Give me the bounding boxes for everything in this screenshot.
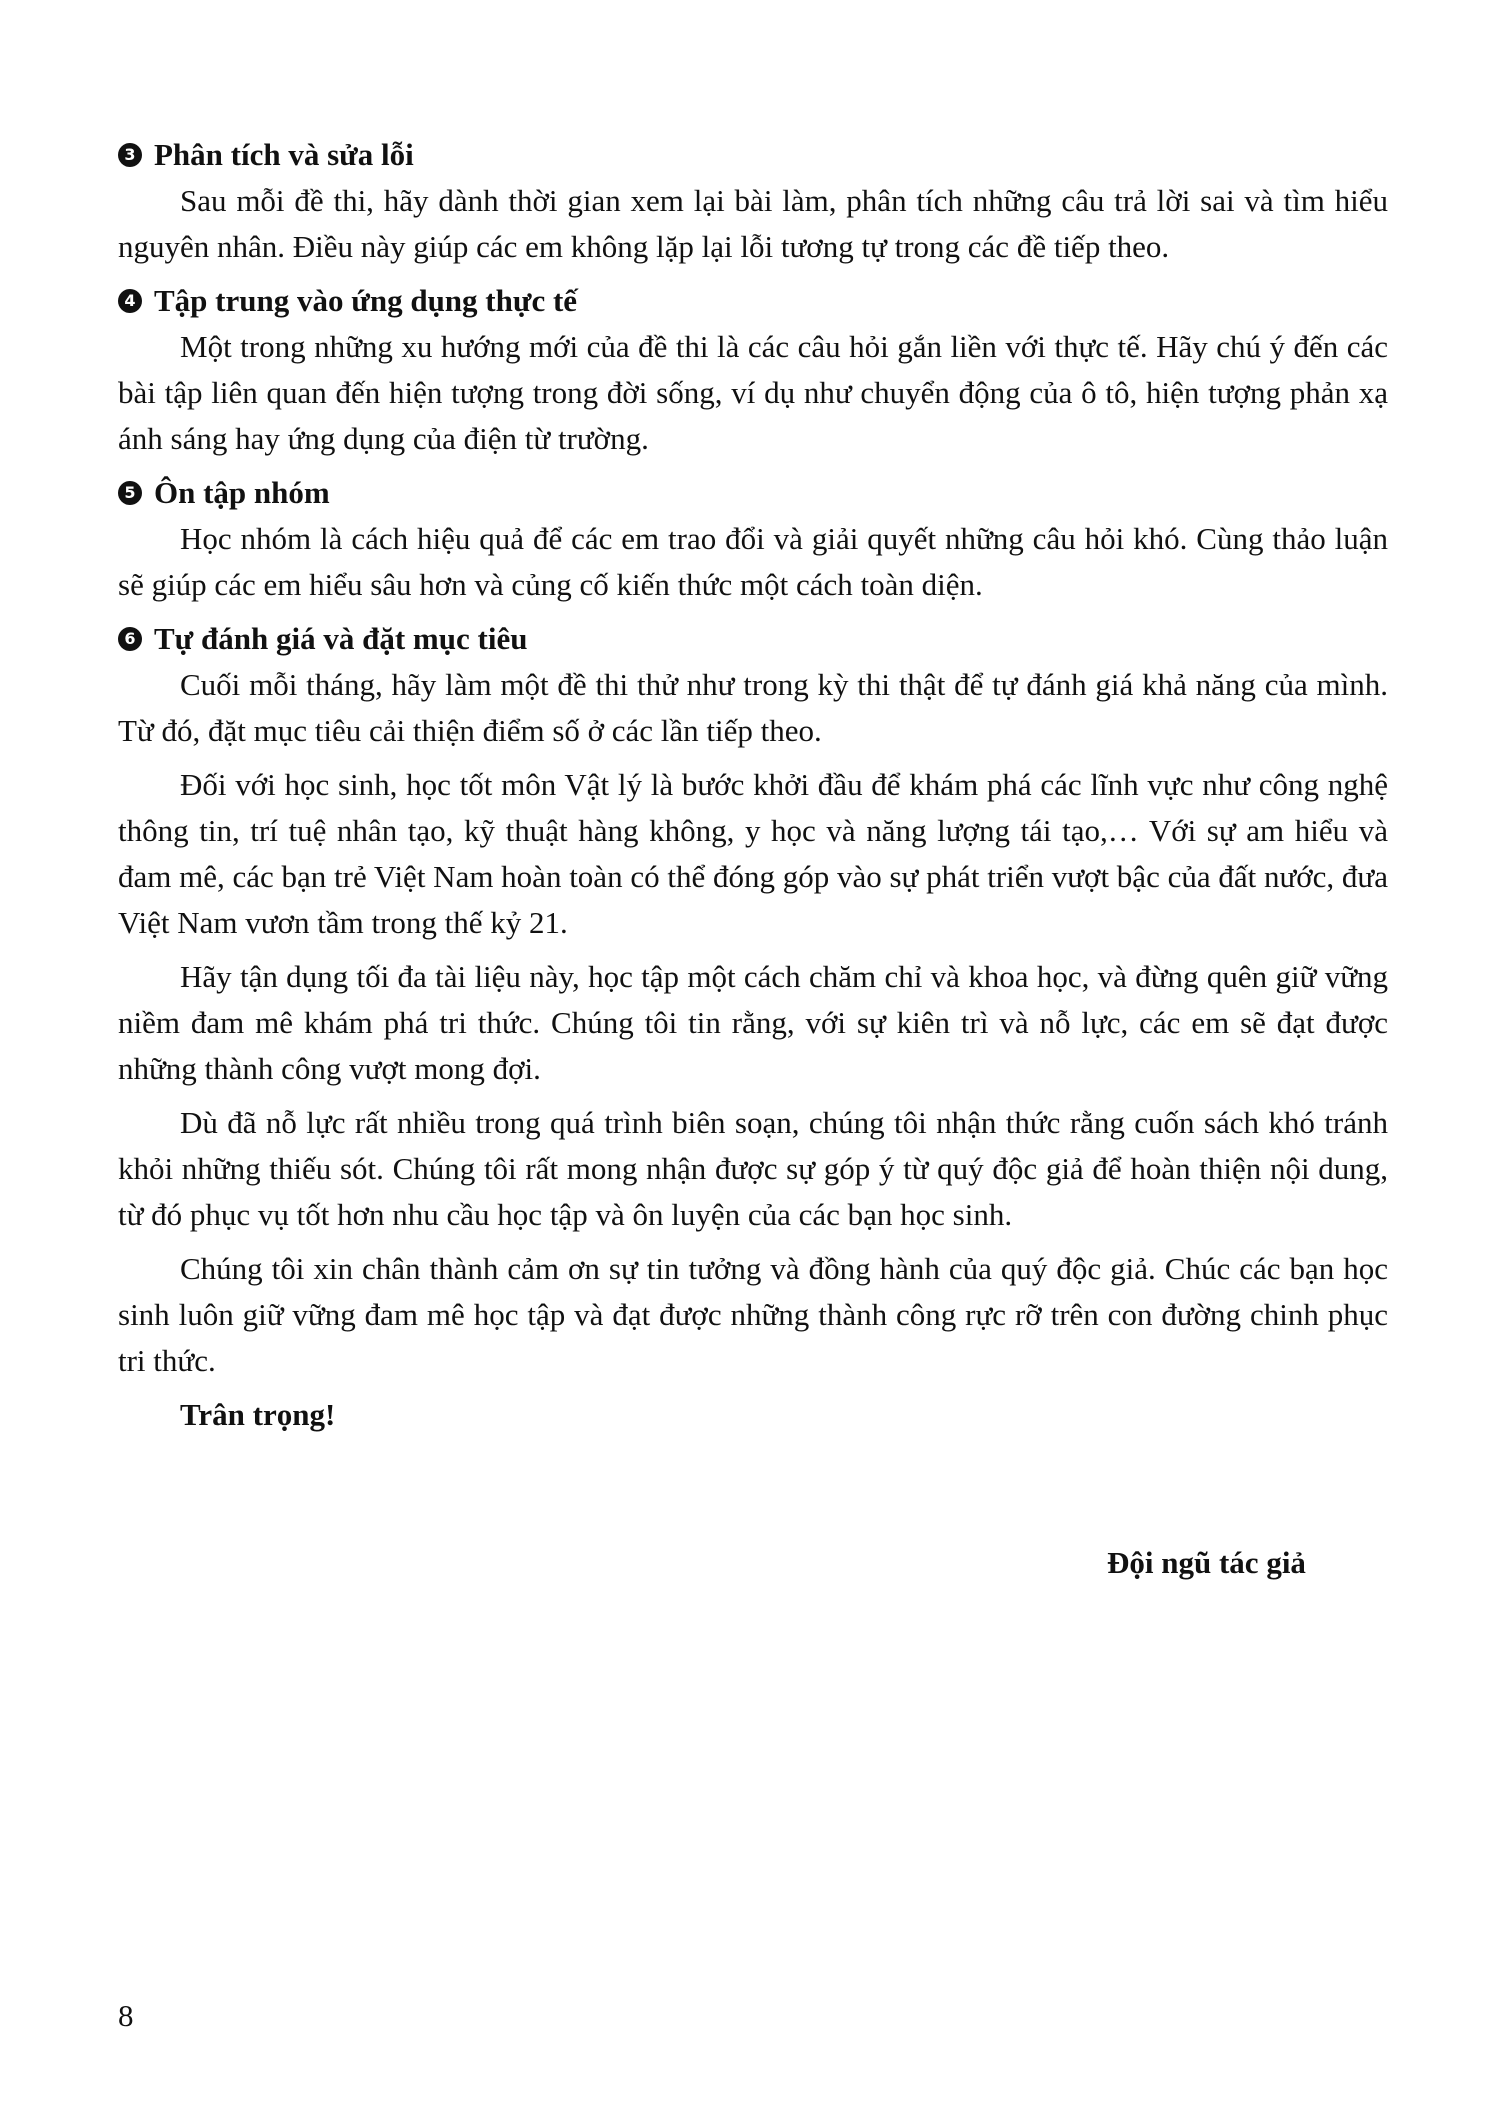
section-title: Ôn tập nhóm <box>154 475 330 510</box>
section-body: Một trong những xu hướng mới của đề thi là các câu hỏi gắn liền với thực tế. Hãy chú ý đến các bài tập liên quan đến hiện tượng trong đời sống, ví dụ như chuyển động của ô tô, hiện tượng phản xạ ánh sáng hay ứng dụng của điện từ trường. <box>118 329 1388 456</box>
section-heading <box>118 470 1388 516</box>
page-number: 8 <box>118 1998 134 2033</box>
section-self-assessment <box>118 616 1388 754</box>
section-group-study <box>118 470 1388 608</box>
paragraph-feedback-request: Dù đã nỗ lực rất nhiều trong quá trình biên soạn, chúng tôi nhận thức rằng cuốn sách khó tránh khỏi những thiếu sót. Chúng tôi rất mong nhận được sự góp ý từ quý độc giả để hoàn thiện nội dung, từ đó phục vụ tốt hơn nhu cầu học tập và ôn luyện của các bạn học sinh. <box>118 1105 1388 1232</box>
document-body <box>118 132 1388 1438</box>
section-body: Sau mỗi đề thi, hãy dành thời gian xem lại bài làm, phân tích những câu trả lời sai và tìm hiểu nguyên nhân. Điều này giúp các em không lặp lại lỗi tương tự trong các đề tiếp theo. <box>118 183 1388 264</box>
author-signature: Đội ngũ tác giả <box>1107 1545 1306 1580</box>
paragraph-thanks: Chúng tôi xin chân thành cảm ơn sự tin tưởng và đồng hành của quý độc giả. Chúc các bạn học sinh luôn giữ vững đam mê học tập và đạt được những thành công rực rỡ trên con đường chinh phục tri thức. <box>118 1251 1388 1378</box>
section-analyze-errors <box>118 132 1388 270</box>
section-heading <box>118 616 1388 662</box>
numbered-circle-icon: 6 <box>118 627 142 651</box>
section-practical-application <box>118 278 1388 462</box>
paragraph-physics-careers: Đối với học sinh, học tốt môn Vật lý là bước khởi đầu để khám phá các lĩnh vực như công nghệ thông tin, trí tuệ nhân tạo, kỹ thuật hàng không, y học và năng lượng tái tạo,… Với sự am hiểu và đam mê, các bạn trẻ Việt Nam hoàn toàn có thể đóng góp vào sự phát triển vượt bậc của đất nước, đưa Việt Nam vươn tầm trong thế kỷ 21. <box>118 767 1388 940</box>
numbered-circle-icon: 3 <box>118 143 142 167</box>
section-heading <box>118 132 1388 178</box>
section-body: Cuối mỗi tháng, hãy làm một đề thi thử như trong kỳ thi thật để tự đánh giá khả năng của mình. Từ đó, đặt mục tiêu cải thiện điểm số ở các lần tiếp theo. <box>118 667 1388 748</box>
section-body: Học nhóm là cách hiệu quả để các em trao đổi và giải quyết những câu hỏi khó. Cùng thảo luận sẽ giúp các em hiểu sâu hơn và củng cố kiến thức một cách toàn diện. <box>118 521 1388 602</box>
section-heading <box>118 278 1388 324</box>
paragraph-encouragement: Hãy tận dụng tối đa tài liệu này, học tập một cách chăm chỉ và khoa học, và đừng quên giữ vững niềm đam mê khám phá tri thức. Chúng tôi tin rằng, với sự kiên trì và nỗ lực, các em sẽ đạt được những thành công vượt mong đợi. <box>118 959 1388 1086</box>
section-title: Phân tích và sửa lỗi <box>154 137 414 172</box>
section-title: Tự đánh giá và đặt mục tiêu <box>154 621 528 656</box>
numbered-circle-icon: 5 <box>118 481 142 505</box>
closing-salutation: Trân trọng! <box>180 1397 336 1432</box>
section-title: Tập trung vào ứng dụng thực tế <box>154 283 578 318</box>
numbered-circle-icon: 4 <box>118 289 142 313</box>
